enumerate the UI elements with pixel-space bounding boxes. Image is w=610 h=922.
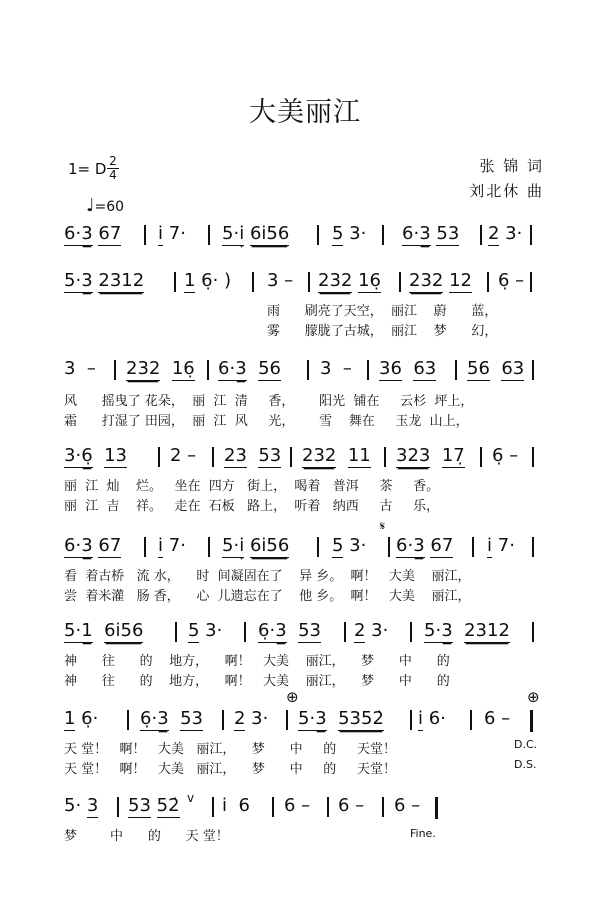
- lyricist-credit: 张 锦 词: [479, 157, 544, 175]
- quarter-note-icon: ♩: [86, 195, 95, 216]
- dc-mark: D.C.: [514, 738, 538, 751]
- lyric-verse-1: 雨 刷亮了天空， 丽江 蔚 蓝，: [267, 304, 498, 319]
- fine-mark: Fine.: [410, 827, 436, 840]
- lyric-verse-1: 神 往 的 地方， 啊！ 大美 丽江， 梦 中 的: [64, 654, 450, 669]
- key-signature: 1= D: [68, 160, 107, 178]
- lyric-verse-2: 霜 打湿了 田园， 丽 江 风 光， 雪 舞在 玉龙 山上，: [64, 414, 469, 429]
- lyric-verse-1: 梦 中 的 天 堂！: [64, 829, 229, 844]
- lyric-verse-1: 风 摇曳了 花朵， 丽 江 清 香， 阳光 铺在 云杉 坪上，: [64, 394, 474, 409]
- composer-credit: 刘北休 曲: [469, 182, 544, 200]
- ds-mark: D.S.: [514, 758, 537, 771]
- song-title: 大美丽江: [249, 97, 361, 128]
- lyric-verse-2: 丽 江 吉 祥。 走在 石板 路上， 听着 纳西 古 乐，: [64, 499, 440, 514]
- lyric-verse-2: 神 往 的 地方， 啊！ 大美 丽江， 梦 中 的: [64, 674, 450, 689]
- lyric-verse-2: 雾 朦胧了古城， 丽江 梦 幻，: [267, 324, 498, 339]
- lyric-verse-2: 尝 着米灌 肠 香， 心 儿遗忘在了 他 乡。 啊！ 大美 丽江，: [64, 589, 471, 604]
- tempo-marking: ♩=60: [86, 195, 125, 216]
- coda-icon: ⊕: [286, 688, 299, 706]
- lyric-verse-1: 看 着古桥 流 水， 时 间凝固在了 异 乡。 啊！ 大美 丽江，: [64, 569, 471, 584]
- lyric-verse-2: 天 堂！ 啊！ 大美 丽江， 梦 中 的 天堂！: [64, 762, 396, 777]
- coda-icon: ⊕: [527, 688, 540, 706]
- segno-icon: 𝄋: [380, 519, 386, 533]
- lyric-verse-1: 天 堂！ 啊！ 大美 丽江， 梦 中 的 天堂！: [64, 742, 396, 757]
- time-signature: 2 4: [107, 156, 119, 181]
- lyric-verse-1: 丽 江 灿 烂。 坐在 四方 街上， 喝着 普洱 茶 香。: [64, 479, 440, 494]
- breath-mark-icon: v: [187, 791, 195, 805]
